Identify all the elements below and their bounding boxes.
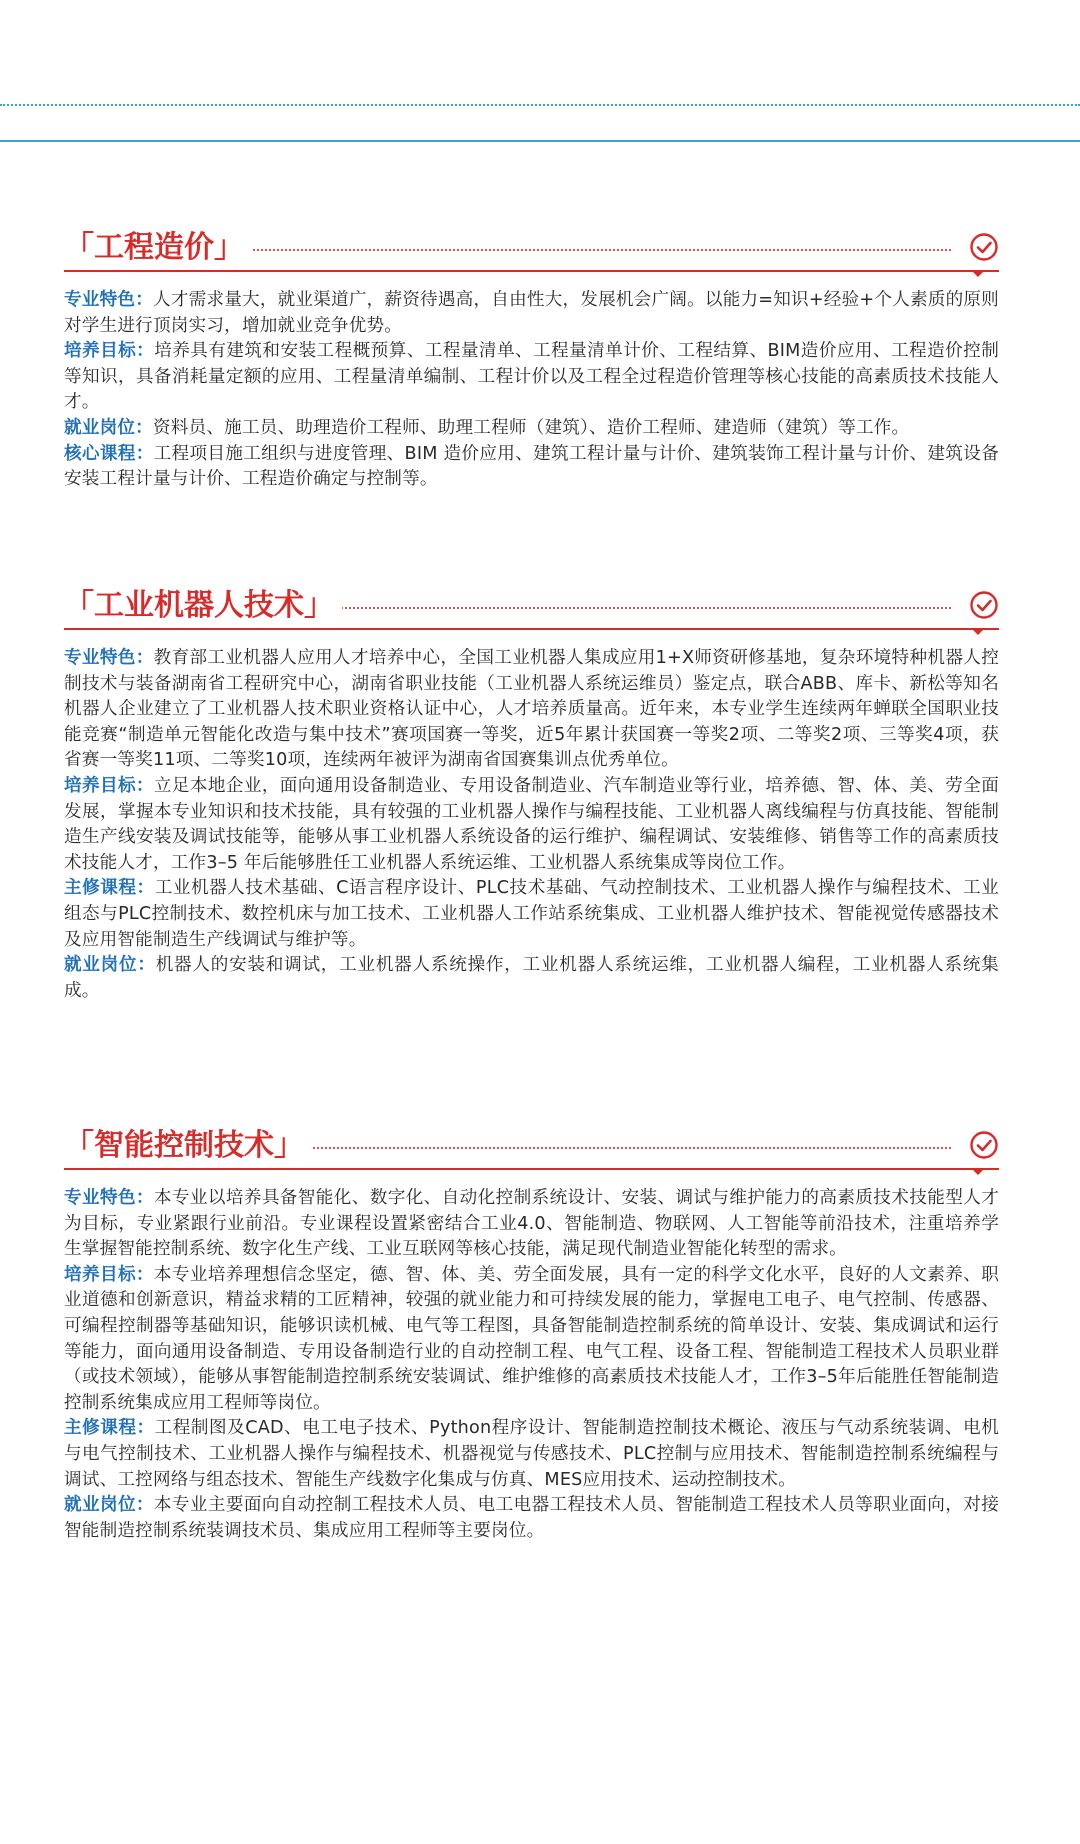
item-label: 培养目标： [64,775,154,796]
item-text: 机器人的安装和调试，工业机器人系统操作，工业机器人系统运维，工业机器人编程，工业机器人系统集成。 [64,955,999,1001]
item-text: 工程制图及CAD、电工电子技术、Python程序设计、智能制造控制技术概论、液压与气动系统装调、电机与电气控制技术、工业机器人操作与编程技术、机器视觉与传感技术、PLC控制与应用技术、智能制造控制系统编程与调试、工控网络与组态技术、智能生产线数字化集成与仿真、MES应用技术、运动控制技术。 [64,1418,999,1490]
item-label: 就业岗位： [64,1495,154,1516]
check-circle-icon [969,1130,999,1160]
goal-paragraph [64,339,999,416]
underline-notch [971,1168,985,1175]
section-header [64,586,999,626]
section-header [64,1126,999,1166]
item-text: 教育部工业机器人应用人才培养中心，全国工业机器人集成应用1+X师资研修基地，复杂环境特种机器人控制技术与装备湖南省工程研究中心，湖南省职业技能（工业机器人系统运维员）鉴定点，联合ABB、库卡、新松等知名机器人企业建立了工业机器人技术职业资格认证中心，人才培养质量高。近年来，本专业学生连续两年蝉联全国职业技能竞赛“制造单元智能化改造与集中技术”赛项国赛一等奖，近5年累计获国赛一等奖2项、二等奖2项、三等奖4项，获省赛一等奖11项、二等奖10项，连续两年被评为湖南省国赛集训点优秀单位。 [64,648,999,771]
dotted-divider [314,607,951,609]
header-rule [0,140,1080,142]
item-label: 就业岗位： [64,955,156,976]
header-dotted-rule [0,104,1080,106]
item-label: 主修课程： [64,1418,155,1439]
item-text: 资料员、施工员、助理造价工程师、助理工程师（建筑）、造价工程师、建造师（建筑）等工作。 [152,417,910,438]
section-body [64,288,999,493]
item-text: 立足本地企业，面向通用设备制造业、专用设备制造业、汽车制造业等行业，培养德、智、体、美、劳全面发展，掌握本专业知识和技术技能，具有较强的工业机器人操作与编程技能、工业机器人离线编程与仿真技能、智能制造生产线安装及调试技能等，能够从事工业机器人系统设备的运行维护、编程调试、安装维修、销售等工作的高素质技术技能人才，工作3–5 年后能够胜任工业机器人系统运维、工业机器人系统集成等岗位工作。 [64,775,999,873]
check-circle-icon [969,232,999,262]
underline-notch [971,628,985,635]
item-text: 本专业培养理想信念坚定，德、智、体、美、劳全面发展，具有一定的科学文化水平，良好的人文素养、职业道德和创新意识，精益求精的工匠精神，较强的就业能力和可持续发展的能力，掌握电工电子、电气控制、传感器、可编程控制器等基础知识，能够识读机械、电气等工程图，具备智能制造控制系统的简单设计、安装、集成调试和运行等能力，面向通用设备制造、专用设备制造行业的自动控制工程、电气工程、设备工程、智能制造工程技术人员职业群（或技术领域），能够从事智能制造控制系统安装调试、维护维修的高素质技术技能人才，工作3–5年后能胜任智能制造控制系统集成应用工程师等岗位。 [64,1264,999,1413]
courses-paragraph [64,442,999,493]
item-text: 培养具有建筑和安装工程概预算、工程量清单、工程量清单计价、工程结算、BIM造价应用、工程造价控制等知识，具备消耗量定额的应用、工程量清单编制、工程计价以及工程全过程造价管理等核心技能的高素质技术技能人才。 [64,341,999,413]
item-label: 培养目标： [64,341,155,362]
item-text: 工程项目施工组织与进度管理、BIM 造价应用、建筑工程计量与计价、建筑装饰工程计量与计价、建筑设备安装工程计量与计价、工程造价确定与控制等。 [64,443,999,490]
item-label: 专业特色： [64,648,154,668]
section-industrial-robotics [64,586,999,1004]
dotted-divider [286,1147,951,1149]
item-label: 就业岗位： [64,417,153,438]
goal-paragraph [64,1263,999,1417]
section-body [64,646,999,1004]
feature-paragraph [64,646,999,774]
section-body [64,1186,999,1544]
jobs-paragraph [64,953,999,1004]
header-band [0,0,1080,140]
item-text: 本专业以培养具备智能化、数字化、自动化控制系统设计、安装、调试与维护能力的高素质技术技能型人才为目标，专业紧跟行业前沿。专业课程设置紧密结合工业4.0、智能制造、物联网、人工智能等前沿技术，注重培养学生掌握智能控制系统、数字化生产线、工业互联网等核心技能，满足现代制造业智能化转型的需求。 [64,1188,999,1260]
item-text: 工业机器人技术基础、C语言程序设计、PLC技术基础、气动控制技术、工业机器人操作与编程技术、工业组态与PLC控制技术、数控机床与加工技术、工业机器人工作站系统集成、工业机器人维护技术、智能视觉传感器技术及应用智能制造生产线调试与维护等。 [64,878,999,950]
section-underline [64,628,999,630]
section-intelligent-control [64,1126,999,1544]
underline-notch [971,270,985,277]
item-label: 主修课程： [64,878,155,899]
section-underline [64,1168,999,1170]
section-header [64,228,999,268]
feature-paragraph [64,288,999,339]
jobs-paragraph [64,416,999,442]
item-label: 核心课程： [64,443,154,464]
section-title: 「工业机器人技术」 [64,586,342,626]
item-label: 专业特色： [64,1188,154,1208]
check-circle-icon [969,590,999,620]
dotted-divider [214,249,951,251]
item-text: 人才需求量大，就业渠道广，薪资待遇高，自由性大，发展机会广阔。以能力=知识+经验+个人素质的原则对学生进行顶岗实习，增加就业竞争优势。 [64,290,999,336]
item-label: 培养目标： [64,1264,154,1285]
section-engineering-cost [64,228,999,493]
jobs-paragraph [64,1493,999,1544]
item-label: 专业特色： [64,290,154,310]
courses-paragraph [64,1416,999,1493]
item-text: 本专业主要面向自动控制工程技术人员、电工电器工程技术人员、智能制造工程技术人员等职业面向，对接智能制造控制系统装调技术员、集成应用工程师等主要岗位。 [64,1495,999,1541]
section-title: 「智能控制技术」 [64,1126,312,1166]
section-title: 「工程造价」 [64,228,252,268]
section-underline [64,270,999,272]
feature-paragraph [64,1186,999,1263]
goal-paragraph [64,774,999,876]
courses-paragraph [64,876,999,953]
